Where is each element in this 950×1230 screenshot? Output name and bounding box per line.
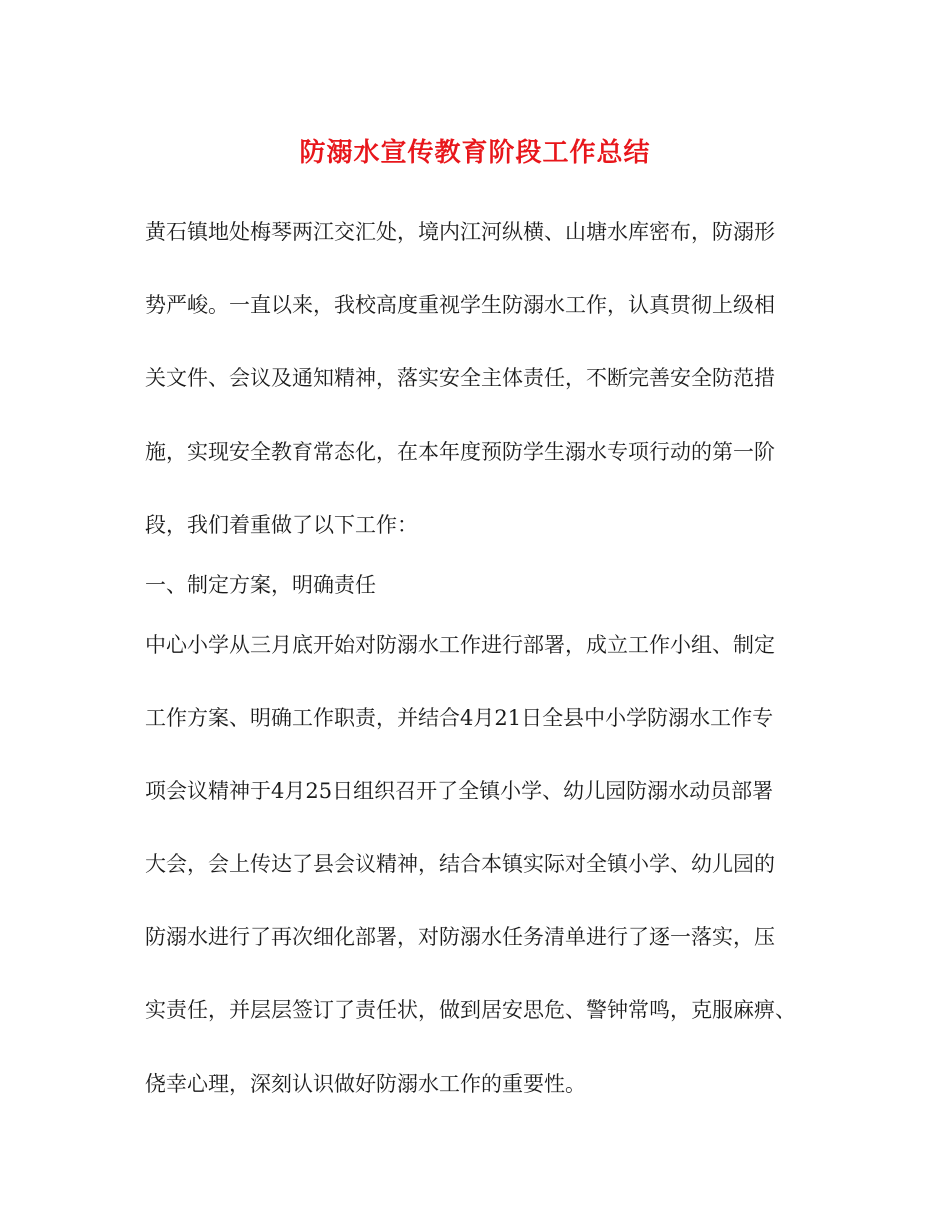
paragraph-1-line-3: 关文件、会议及通知精神，落实安全主体责任，不断完善安全防范措 xyxy=(145,366,775,390)
paragraph-2-line-2: 工作方案、明确工作职责，并结合4月21日全县中小学防溺水工作专 xyxy=(145,706,774,730)
paragraph-2-line-3: 项会议精神于4月25日组织召开了全镇小学、幼儿园防溺水动员部署 xyxy=(145,779,774,803)
paragraph-2-line-5: 防溺水进行了再次细化部署，对防溺水任务清单进行了逐一落实，压 xyxy=(145,925,775,949)
paragraph-1-line-2: 势严峻。一直以来，我校高度重视学生防溺水工作，认真贯彻上级相 xyxy=(145,293,775,317)
paragraph-1-line-5: 段，我们着重做了以下工作： xyxy=(145,513,418,537)
paragraph-2-line-4: 大会，会上传达了县会议精神，结合本镇实际对全镇小学、幼儿园的 xyxy=(145,852,775,876)
paragraph-2-line-1: 中心小学从三月底开始对防溺水工作进行部署，成立工作小组、制定 xyxy=(145,633,775,657)
paragraph-2-line-6: 实责任，并层层签订了责任状，做到居安思危、警钟常鸣，克服麻痹、 xyxy=(145,998,796,1022)
paragraph-1-line-1: 黄石镇地处梅琴两江交汇处，境内江河纵横、山塘水库密布，防溺形 xyxy=(145,220,775,244)
document-title: 防溺水宣传教育阶段工作总结 xyxy=(299,138,651,168)
section-heading-1: 一、制定方案，明确责任 xyxy=(145,573,376,597)
paragraph-1-line-4: 施，实现安全教育常态化，在本年度预防学生溺水专项行动的第一阶 xyxy=(145,440,775,464)
paragraph-2-line-7: 侥幸心理，深刻认识做好防溺水工作的重要性。 xyxy=(145,1072,586,1096)
